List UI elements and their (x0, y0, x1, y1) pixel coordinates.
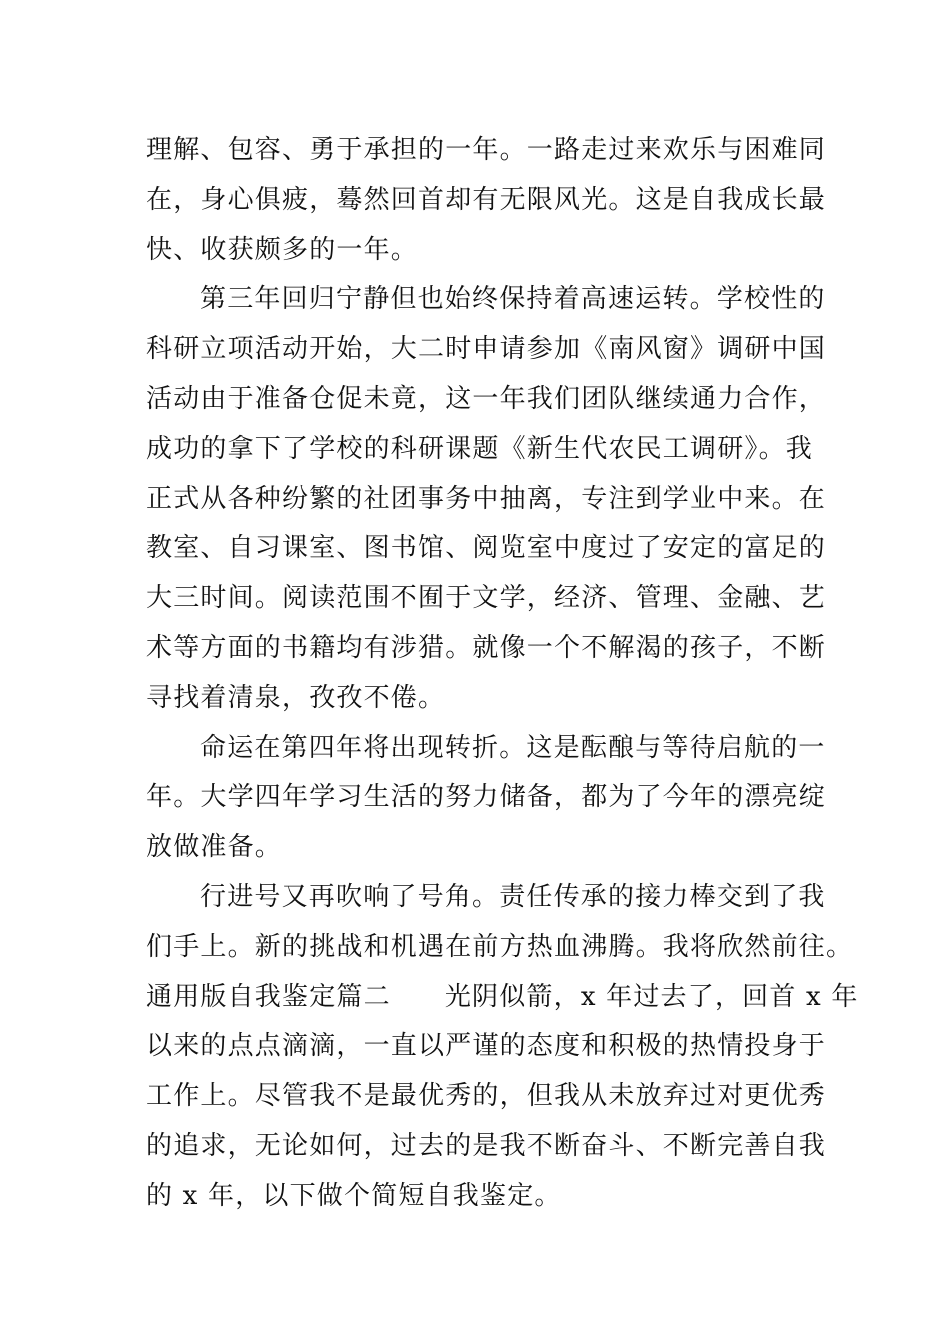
text-line: 教室、自习课室、图书馆、阅览室中度过了安定的富足的 (146, 533, 827, 564)
text-line: 理解、包容、勇于承担的一年。一路走过来欢乐与困难同 (146, 135, 827, 165)
text-line: 活动由于准备仓促未竟，这一年我们团队继续通力合作， (146, 383, 827, 414)
paragraph-start-line: 第三年回归宁静但也始终保持着高速运转。学校性的 (200, 284, 826, 315)
section-heading: 通用版自我鉴定篇二 (146, 981, 391, 1012)
text-line: 的 x 年，以下做个简短自我鉴定。 (146, 1180, 562, 1211)
text-line-continuation: 光阴似箭，x 年过去了，回首 x 年 (444, 981, 859, 1012)
paragraph-start-line: 命运在第四年将出现转折。这是酝酿与等待启航的一 (200, 732, 826, 763)
text-line: 们手上。新的挑战和机遇在前方热血沸腾。我将欣然前往。 (146, 931, 854, 962)
text-line: 大三时间。阅读范围不囿于文学，经济、管理、金融、艺 (146, 583, 827, 614)
text-line: 的追求，无论如何，过去的是我不断奋斗、不断完善自我 (146, 1130, 827, 1161)
text-line: 快、收获颇多的一年。 (146, 234, 419, 265)
section-heading-line (146, 973, 859, 1023)
text-line: 年。大学四年学习生活的努力储备，都为了今年的漂亮绽 (146, 782, 827, 813)
text-line: 以来的点点滴滴，一直以严谨的态度和积极的热情投身于 (146, 1031, 827, 1062)
text-line: 成功的拿下了学校的科研课题《新生代农民工调研》。我 (146, 433, 814, 464)
text-line: 正式从各种纷繁的社团事务中抽离，专注到学业中来。在 (146, 483, 827, 514)
text-line: 放做准备。 (146, 832, 283, 863)
text-line: 工作上。尽管我不是最优秀的，但我从未放弃过对更优秀 (146, 1081, 827, 1112)
text-line: 术等方面的书籍均有涉猎。就像一个不解渴的孩子，不断 (146, 632, 827, 663)
document-body (146, 126, 859, 1222)
text-line: 科研立项活动开始，大二时申请参加《南风窗》调研中国 (146, 334, 827, 365)
text-line: 寻找着清泉，孜孜不倦。 (146, 682, 446, 713)
text-line: 在，身心俱疲，蓦然回首却有无限风光。这是自我成长最 (146, 184, 827, 215)
paragraph-start-line: 行进号又再吹响了号角。责任传承的接力棒交到了我 (200, 881, 826, 912)
